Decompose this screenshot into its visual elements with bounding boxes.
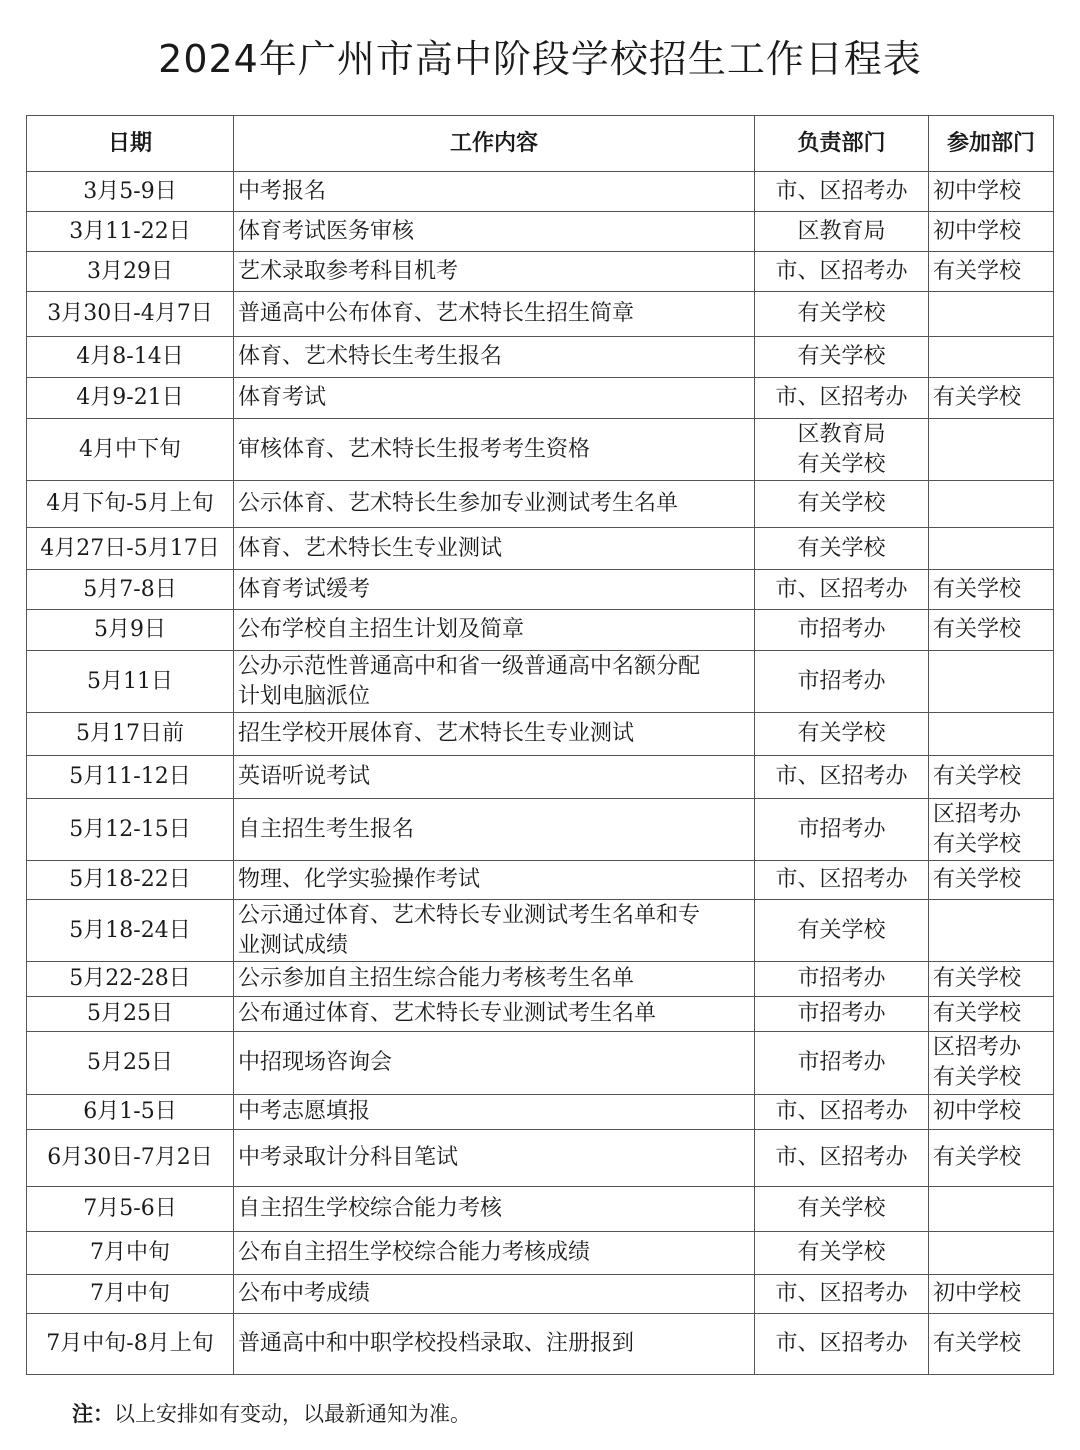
participant-cell-line: 有关学校 bbox=[933, 867, 1022, 892]
task-cell-line: 公布通过体育、艺术特长专业测试考生名单 bbox=[238, 1001, 657, 1026]
responsible-cell bbox=[755, 378, 929, 419]
date-cell: 4月8-14日 bbox=[27, 337, 234, 378]
responsible-cell-line: 有关学校 bbox=[797, 491, 886, 516]
date-cell: 6月1-5日 bbox=[27, 1095, 234, 1130]
date-cell: 7月5-6日 bbox=[27, 1187, 234, 1232]
participant-cell bbox=[929, 1314, 1054, 1375]
participant-cell bbox=[929, 172, 1054, 212]
participant-cell-line: 有关学校 bbox=[933, 764, 1022, 789]
task-cell-line: 艺术录取参考科目机考 bbox=[238, 258, 459, 284]
header-date: 日期 bbox=[27, 116, 234, 172]
table-row bbox=[27, 570, 1054, 610]
task-cell bbox=[234, 212, 755, 252]
responsible-cell-line: 市招考办 bbox=[797, 617, 886, 642]
participant-cell bbox=[929, 1232, 1054, 1275]
header-participant: 参加部门 bbox=[929, 116, 1054, 172]
table-row bbox=[27, 292, 1054, 337]
responsible-cell-line: 有关学校 bbox=[797, 344, 886, 369]
task-cell-line: 公示参加自主招生综合能力考核考生名单 bbox=[238, 966, 635, 991]
task-cell bbox=[234, 1095, 755, 1130]
participant-cell bbox=[929, 337, 1054, 378]
task-cell-line: 中考报名 bbox=[238, 178, 327, 204]
responsible-cell-line: 市、区招考办 bbox=[775, 258, 908, 284]
table-row bbox=[27, 713, 1054, 756]
task-cell-line: 普通高中公布体育、艺术特长生招生简章 bbox=[238, 301, 635, 326]
table-row bbox=[27, 419, 1054, 481]
responsible-cell bbox=[755, 1032, 929, 1095]
task-cell bbox=[234, 610, 755, 651]
responsible-cell bbox=[755, 1314, 929, 1375]
responsible-cell bbox=[755, 481, 929, 528]
participant-cell-line: 有关学校 bbox=[933, 258, 1022, 284]
footnote-text: 以上安排如有变动，以最新通知为准。 bbox=[114, 1402, 471, 1426]
date-cell: 7月中旬 bbox=[27, 1232, 234, 1275]
participant-cell bbox=[929, 1130, 1054, 1187]
table-header-row bbox=[27, 116, 1054, 172]
responsible-cell-line: 有关学校 bbox=[797, 917, 886, 943]
participant-cell bbox=[929, 528, 1054, 570]
participant-cell bbox=[929, 292, 1054, 337]
date-cell: 4月中下旬 bbox=[27, 419, 234, 481]
task-cell-line: 体育考试缓考 bbox=[238, 576, 371, 602]
responsible-cell-line: 有关学校 bbox=[797, 451, 886, 477]
participant-cell bbox=[929, 861, 1054, 900]
table-body bbox=[27, 172, 1054, 1375]
task-cell-line: 中考志愿填报 bbox=[238, 1099, 371, 1124]
responsible-cell-line: 有关学校 bbox=[797, 1240, 886, 1265]
participant-cell bbox=[929, 997, 1054, 1032]
table-row bbox=[27, 799, 1054, 861]
responsible-cell bbox=[755, 1232, 929, 1275]
date-cell: 4月27日-5月17日 bbox=[27, 528, 234, 570]
task-cell-line: 体育考试医务审核 bbox=[238, 218, 415, 244]
responsible-cell-line: 市招考办 bbox=[797, 816, 886, 842]
date-cell: 5月7-8日 bbox=[27, 570, 234, 610]
table-row bbox=[27, 172, 1054, 212]
date-cell: 3月11-22日 bbox=[27, 212, 234, 252]
responsible-cell bbox=[755, 651, 929, 713]
responsible-cell bbox=[755, 337, 929, 378]
task-cell bbox=[234, 1314, 755, 1375]
task-cell bbox=[234, 799, 755, 861]
participant-cell-line: 有关学校 bbox=[933, 385, 1022, 410]
responsible-cell bbox=[755, 997, 929, 1032]
participant-cell bbox=[929, 481, 1054, 528]
task-cell bbox=[234, 713, 755, 756]
task-cell bbox=[234, 337, 755, 378]
participant-cell bbox=[929, 962, 1054, 997]
responsible-cell bbox=[755, 292, 929, 337]
responsible-cell-line: 有关学校 bbox=[797, 301, 886, 326]
participant-cell bbox=[929, 212, 1054, 252]
responsible-cell bbox=[755, 1095, 929, 1130]
date-cell: 4月下旬-5月上旬 bbox=[27, 481, 234, 528]
date-cell: 5月9日 bbox=[27, 610, 234, 651]
task-cell bbox=[234, 861, 755, 900]
responsible-cell bbox=[755, 861, 929, 900]
task-cell-line: 自主招生考生报名 bbox=[238, 816, 415, 842]
task-cell-line: 体育、艺术特长生考生报名 bbox=[238, 344, 503, 369]
table-row bbox=[27, 756, 1054, 799]
participant-cell-line: 有关学校 bbox=[933, 1065, 1022, 1090]
date-cell: 4月9-21日 bbox=[27, 378, 234, 419]
header-responsible: 负责部门 bbox=[755, 116, 929, 172]
participant-cell-line: 有关学校 bbox=[933, 1001, 1022, 1026]
participant-cell-line: 初中学校 bbox=[933, 218, 1022, 244]
responsible-cell bbox=[755, 252, 929, 292]
table-row bbox=[27, 997, 1054, 1032]
participant-cell-line: 有关学校 bbox=[933, 576, 1022, 602]
task-cell-line: 招生学校开展体育、艺术特长生专业测试 bbox=[238, 721, 635, 746]
participant-cell-line: 有关学校 bbox=[933, 617, 1022, 642]
participant-cell bbox=[929, 1095, 1054, 1130]
task-cell-line: 英语听说考试 bbox=[238, 764, 371, 789]
task-cell bbox=[234, 378, 755, 419]
participant-cell bbox=[929, 651, 1054, 713]
task-cell-line: 体育考试 bbox=[238, 385, 327, 410]
responsible-cell-line: 市招考办 bbox=[797, 1001, 886, 1026]
footnote-label: 注： bbox=[72, 1402, 114, 1426]
table-row bbox=[27, 378, 1054, 419]
task-cell-line: 公布自主招生学校综合能力考核成绩 bbox=[238, 1240, 591, 1265]
participant-cell-line: 初中学校 bbox=[933, 178, 1022, 204]
table-row bbox=[27, 212, 1054, 252]
responsible-cell-line: 市、区招考办 bbox=[775, 1099, 908, 1124]
date-cell: 5月25日 bbox=[27, 1032, 234, 1095]
responsible-cell-line: 市招考办 bbox=[797, 668, 886, 694]
responsible-cell bbox=[755, 799, 929, 861]
date-cell: 6月30日-7月2日 bbox=[27, 1130, 234, 1187]
responsible-cell bbox=[755, 962, 929, 997]
participant-cell bbox=[929, 570, 1054, 610]
responsible-cell-line: 市招考办 bbox=[797, 1050, 886, 1075]
participant-cell-line: 区招考办 bbox=[933, 1035, 1022, 1060]
task-cell-line: 自主招生学校综合能力考核 bbox=[238, 1196, 503, 1221]
table-row bbox=[27, 861, 1054, 900]
task-cell bbox=[234, 528, 755, 570]
header-task: 工作内容 bbox=[234, 116, 755, 172]
responsible-cell bbox=[755, 1130, 929, 1187]
responsible-cell bbox=[755, 1275, 929, 1314]
task-cell-line: 公办示范性普通高中和省一级普通高中名额分配 bbox=[238, 653, 701, 679]
task-cell-line: 公布中考成绩 bbox=[238, 1281, 371, 1306]
responsible-cell bbox=[755, 172, 929, 212]
date-cell: 5月11日 bbox=[27, 651, 234, 713]
responsible-cell bbox=[755, 570, 929, 610]
table-row bbox=[27, 610, 1054, 651]
task-cell-line: 中考录取计分科目笔试 bbox=[238, 1145, 459, 1170]
task-cell bbox=[234, 756, 755, 799]
date-cell: 5月18-22日 bbox=[27, 861, 234, 900]
responsible-cell-line: 区教育局 bbox=[797, 218, 886, 244]
participant-cell bbox=[929, 713, 1054, 756]
table-row bbox=[27, 1275, 1054, 1314]
responsible-cell-line: 市、区招考办 bbox=[775, 1281, 908, 1306]
participant-cell bbox=[929, 900, 1054, 962]
participant-cell-line: 区招考办 bbox=[933, 801, 1022, 827]
task-cell bbox=[234, 962, 755, 997]
table-row bbox=[27, 1314, 1054, 1375]
table-row bbox=[27, 337, 1054, 378]
date-cell: 3月29日 bbox=[27, 252, 234, 292]
task-cell bbox=[234, 651, 755, 713]
participant-cell-line: 有关学校 bbox=[933, 1145, 1022, 1170]
participant-cell bbox=[929, 419, 1054, 481]
task-cell bbox=[234, 900, 755, 962]
responsible-cell-line: 市、区招考办 bbox=[775, 178, 908, 204]
responsible-cell bbox=[755, 713, 929, 756]
participant-cell bbox=[929, 1187, 1054, 1232]
task-cell bbox=[234, 1032, 755, 1095]
participant-cell bbox=[929, 1032, 1054, 1095]
responsible-cell-line: 有关学校 bbox=[797, 535, 886, 561]
task-cell-line: 公示通过体育、艺术特长专业测试考生名单和专 bbox=[238, 902, 701, 928]
date-cell: 3月5-9日 bbox=[27, 172, 234, 212]
table-row bbox=[27, 1187, 1054, 1232]
task-cell bbox=[234, 997, 755, 1032]
task-cell bbox=[234, 570, 755, 610]
responsible-cell-line: 市、区招考办 bbox=[775, 1331, 908, 1356]
participant-cell bbox=[929, 756, 1054, 799]
responsible-cell-line: 市招考办 bbox=[797, 966, 886, 991]
task-cell bbox=[234, 419, 755, 481]
date-cell: 3月30日-4月7日 bbox=[27, 292, 234, 337]
responsible-cell bbox=[755, 419, 929, 481]
responsible-cell bbox=[755, 1187, 929, 1232]
responsible-cell bbox=[755, 528, 929, 570]
table-row bbox=[27, 252, 1054, 292]
date-cell: 5月18-24日 bbox=[27, 900, 234, 962]
responsible-cell-line: 市、区招考办 bbox=[775, 1145, 908, 1170]
participant-cell bbox=[929, 610, 1054, 651]
participant-cell bbox=[929, 378, 1054, 419]
table-row bbox=[27, 528, 1054, 570]
date-cell: 7月中旬-8月上旬 bbox=[27, 1314, 234, 1375]
page-title: 2024年广州市高中阶段学校招生工作日程表 bbox=[158, 37, 922, 81]
schedule-table bbox=[26, 115, 1054, 1375]
task-cell bbox=[234, 172, 755, 212]
date-cell: 5月25日 bbox=[27, 997, 234, 1032]
task-cell-line: 公示体育、艺术特长生参加专业测试考生名单 bbox=[238, 491, 679, 516]
responsible-cell-line: 有关学校 bbox=[797, 1196, 886, 1221]
responsible-cell-line: 市、区招考办 bbox=[775, 867, 908, 892]
task-cell-line: 计划电脑派位 bbox=[238, 683, 371, 709]
responsible-cell-line: 市、区招考办 bbox=[775, 576, 908, 602]
responsible-cell-line: 市、区招考办 bbox=[775, 385, 908, 410]
task-cell bbox=[234, 292, 755, 337]
task-cell-line: 业测试成绩 bbox=[238, 932, 349, 958]
participant-cell bbox=[929, 1275, 1054, 1314]
task-cell bbox=[234, 1275, 755, 1314]
task-cell bbox=[234, 1130, 755, 1187]
table-row bbox=[27, 1232, 1054, 1275]
task-cell bbox=[234, 1232, 755, 1275]
date-cell: 5月11-12日 bbox=[27, 756, 234, 799]
date-cell: 5月17日前 bbox=[27, 713, 234, 756]
participant-cell-line: 有关学校 bbox=[933, 966, 1022, 991]
task-cell-line: 物理、化学实验操作考试 bbox=[238, 867, 481, 892]
responsible-cell bbox=[755, 212, 929, 252]
task-cell bbox=[234, 252, 755, 292]
participant-cell-line: 有关学校 bbox=[933, 1331, 1022, 1356]
task-cell-line: 普通高中和中职学校投档录取、注册报到 bbox=[238, 1331, 635, 1356]
footnote bbox=[72, 1398, 471, 1428]
table-row bbox=[27, 1095, 1054, 1130]
task-cell-line: 中招现场咨询会 bbox=[238, 1050, 393, 1075]
date-cell: 5月12-15日 bbox=[27, 799, 234, 861]
responsible-cell-line: 有关学校 bbox=[797, 721, 886, 746]
responsible-cell bbox=[755, 900, 929, 962]
task-cell-line: 公布学校自主招生计划及简章 bbox=[238, 617, 525, 642]
responsible-cell-line: 市、区招考办 bbox=[775, 764, 908, 789]
table-row bbox=[27, 651, 1054, 713]
participant-cell bbox=[929, 799, 1054, 861]
task-cell-line: 审核体育、艺术特长生报考考生资格 bbox=[238, 436, 591, 462]
task-cell bbox=[234, 1187, 755, 1232]
responsible-cell-line: 区教育局 bbox=[797, 421, 886, 447]
table-row bbox=[27, 1130, 1054, 1187]
participant-cell-line: 有关学校 bbox=[933, 831, 1022, 857]
date-cell: 5月22-28日 bbox=[27, 962, 234, 997]
table-row bbox=[27, 481, 1054, 528]
table-row bbox=[27, 900, 1054, 962]
participant-cell bbox=[929, 252, 1054, 292]
responsible-cell bbox=[755, 756, 929, 799]
task-cell bbox=[234, 481, 755, 528]
task-cell-line: 体育、艺术特长生专业测试 bbox=[238, 535, 503, 561]
participant-cell-line: 初中学校 bbox=[933, 1099, 1022, 1124]
responsible-cell bbox=[755, 610, 929, 651]
date-cell: 7月中旬 bbox=[27, 1275, 234, 1314]
table-row bbox=[27, 1032, 1054, 1095]
table-row bbox=[27, 962, 1054, 997]
participant-cell-line: 初中学校 bbox=[933, 1281, 1022, 1306]
